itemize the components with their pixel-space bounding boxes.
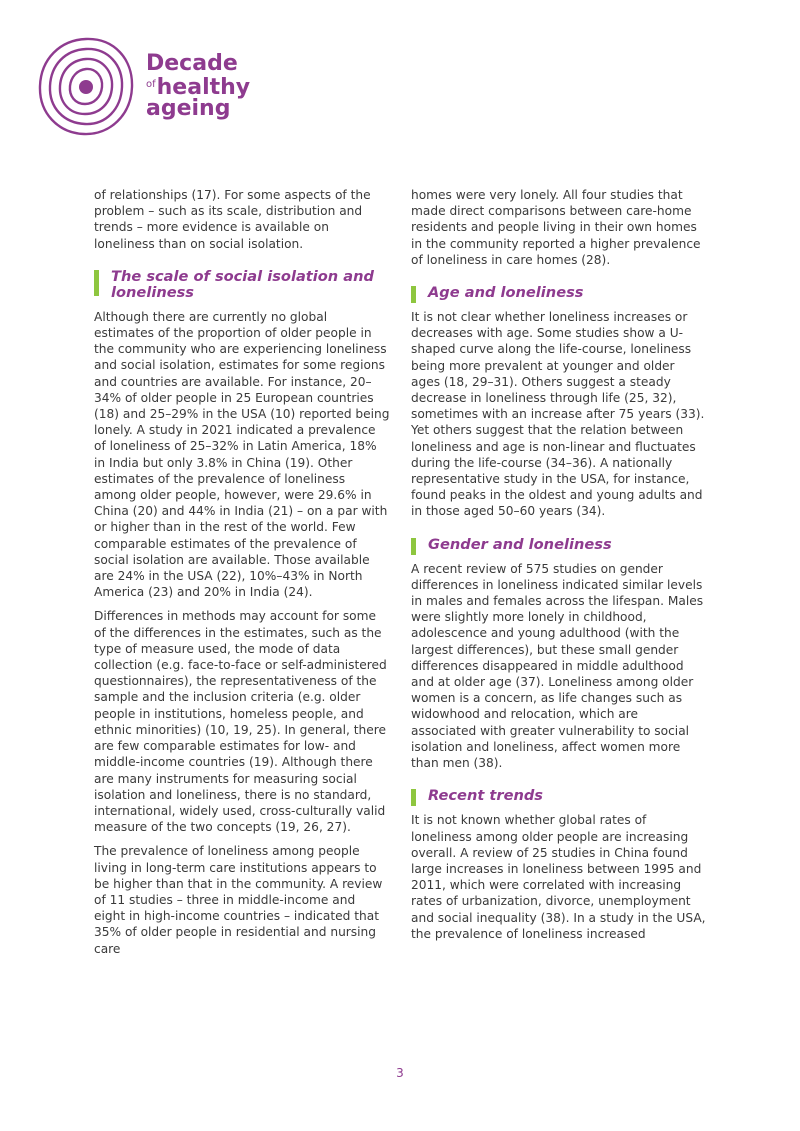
page-number: 3 [396, 1066, 404, 1080]
heading-accent-bar [411, 789, 416, 806]
heading-text: Recent trends [428, 787, 543, 805]
brand-line-ageing: ageing [146, 96, 231, 121]
paragraph: Although there are currently no global estimates of the proportion of older people in the community who are experiencing loneliness and social isolation, estimates for some regions and countries are available. For instance, 20–34% of older people in 25 European countries (18) and 25–29% in the USA (10) reported being lonely. A study in 2021 indicated a prevalence of loneliness of 25–32% in Latin America, 18% in India but only 3.8% in China (19). Other estimates of the prevalence of loneliness among older people, however, were 29.6% in China (20) and 44% in India (21) – on a par with or higher than in the rest of the world. Few comparable estimates of the prevalence of social isolation are available. Those available are 24% in the USA (22), 10%–43% in North America (23) and 20% in India (24). [94, 309, 390, 600]
decade-logo [36, 37, 276, 137]
section-heading-gender [411, 537, 707, 553]
heading-text: Gender and loneliness [428, 535, 612, 553]
paragraph: A recent review of 575 studies on gender differences in loneliness indicated similar levels in males and females across the lifespan. Males were slightly more lonely in childhood, adolescence and young adulthood (with the largest differences), but these small gender differences disappeared in middle adulthood and at older age (37). Loneliness among older women is a concern, as life changes such as widowhood and relocation, which are associated with greater vulnerability to social isolation and loneliness, affect women more than men (38). [411, 561, 704, 771]
section-heading-age [411, 285, 707, 301]
heading-accent-bar [94, 270, 99, 296]
section-heading-trends [411, 788, 707, 804]
paragraph: homes were very lonely. All four studies that made direct comparisons between care-home residents and people living in their own homes in the community reported a higher prevalence of loneliness in care homes (28). [411, 188, 701, 267]
brand-line-decade: Decade [146, 51, 238, 76]
left-column [94, 187, 390, 965]
brand-line-healthy: healthy [156, 75, 251, 100]
brand-of: of [146, 79, 156, 90]
paragraph: The prevalence of loneliness among people living in long-term care institutions appears to be higher than that in the community. A review of 11 studies – three in middle-income and eight in high-income countries – indicated that 35% of older people in residential and nursing care [94, 844, 383, 956]
brand-name [146, 53, 250, 119]
heading-text: The scale of social isolation and loneliness [111, 267, 374, 301]
paragraph: It is not known whether global rates of loneliness among older people are increasing overall. A review of 25 studies in China found large increases in loneliness between 1995 and 2011, which were correlated with increasing rates of urbanization, divorce, unemployment and social inequality (38). In a study in the USA, the prevalence of loneliness increased [411, 813, 706, 941]
heading-text: Age and loneliness [428, 284, 584, 302]
paragraph: Differences in methods may account for some of the differences in the estimates, such as the type of measure used, the mode of data collection (e.g. face-to-face or self-administered questionnaires), the representativeness of the sample and the inclusion criteria (e.g. older people in institutions, homeless people, and ethnic minorities) (10, 19, 25). In general, there are few comparable estimates for low- and middle-income countries (19). Although there are many instruments for measuring social isolation and loneliness, there is no standard, international, widely used, cross-culturally valid measure of the two concepts (19, 26, 27). [94, 609, 387, 835]
right-column [411, 187, 707, 950]
paragraph: of relationships (17). For some aspects of the problem – such as its scale, distribution and trends – more evidence is available on loneliness than on social isolation. [94, 188, 371, 251]
heading-accent-bar [411, 538, 416, 555]
section-heading-scale [94, 269, 390, 301]
heading-accent-bar [411, 286, 416, 303]
paragraph: It is not clear whether loneliness increases or decreases with age. Some studies show a U-shaped curve along the life-course, loneliness being more prevalent at younger and older ages (18, 29–31). Others suggest a steady decrease in loneliness through life (25, 32), sometimes with an increase after 75 years (33). Yet others suggest that the relation between loneliness and age is non-linear and fluctuates during the life-course (34–36). A nationally representative study in the USA, for instance, found peaks in the oldest and young adults and in those aged 50–60 years (34). [411, 310, 705, 519]
concentric-circles-logo-icon [36, 37, 136, 137]
